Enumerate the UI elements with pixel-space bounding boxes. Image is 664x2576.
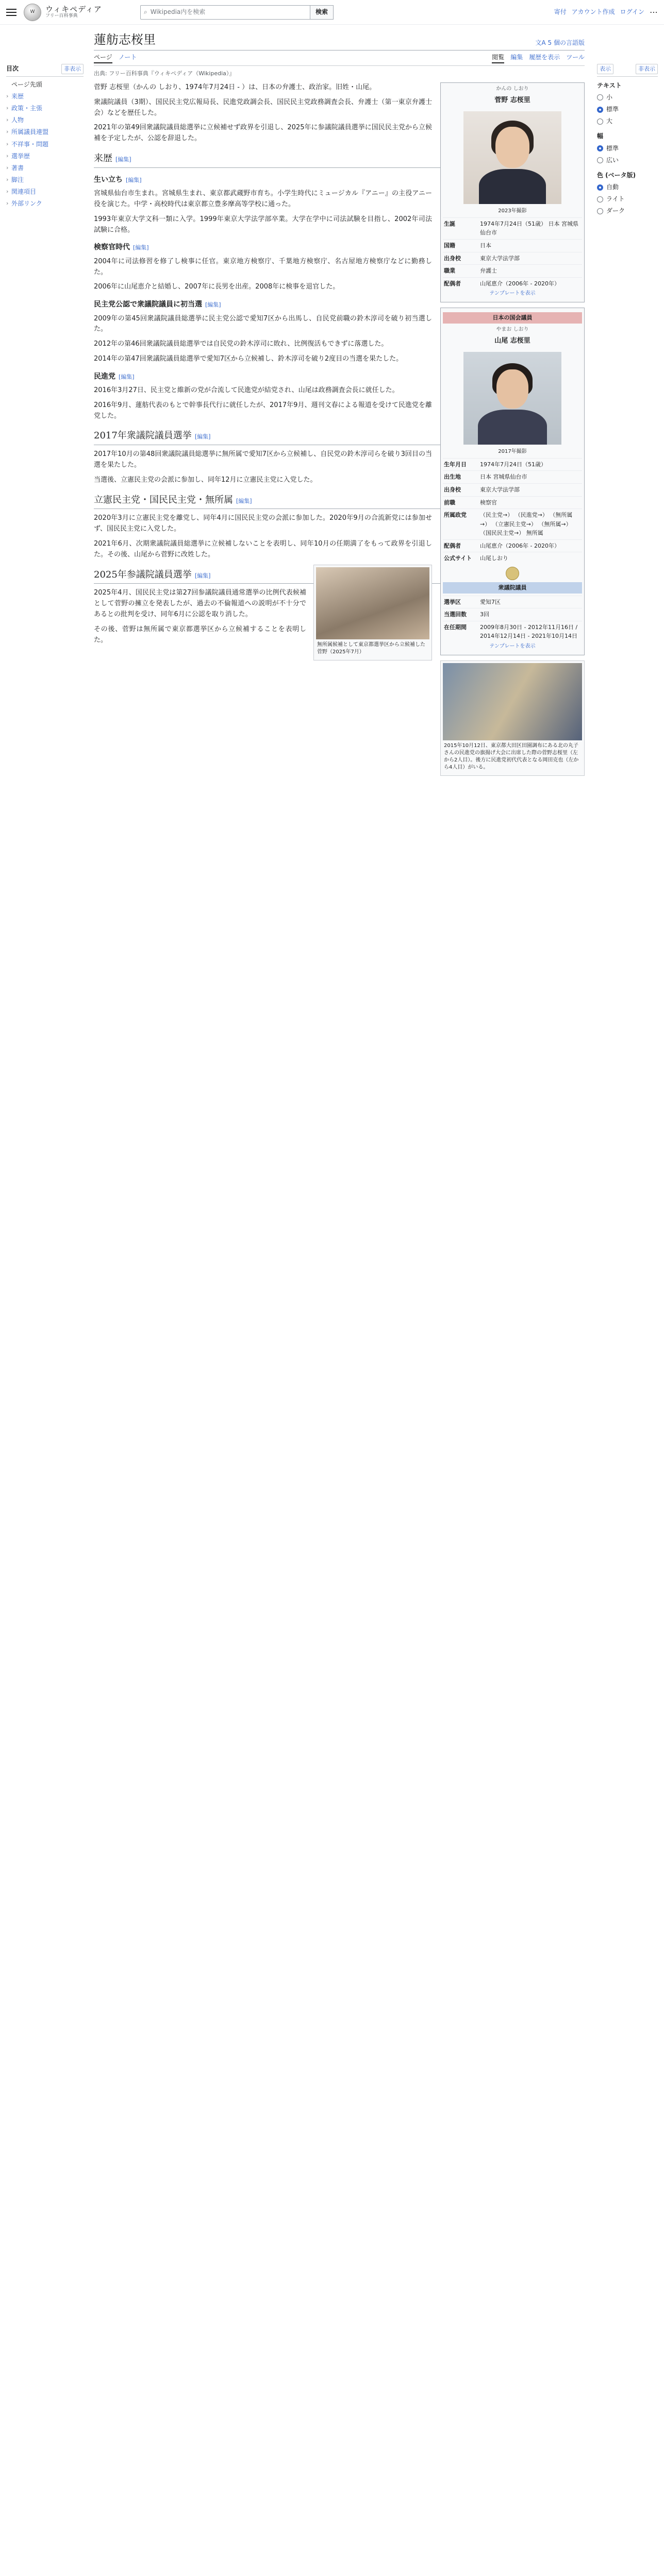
infobox-row <box>443 552 582 565</box>
portrait-photo[interactable] <box>463 352 561 445</box>
infobox-name: 山尾 志桜里 <box>494 336 530 345</box>
section-title: 立憲民主党・国民民主党・無所属 <box>94 494 233 505</box>
paragraph: 2017年10月の第48回衆議院議員総選挙に無所属で愛知7区から立候補し、自民党の鈴木淳司らを破り3回目の当選を果たした。 <box>94 450 432 469</box>
login-link[interactable]: ログイン <box>620 8 644 15</box>
tab-tools[interactable]: ツール <box>566 54 585 61</box>
infobox-label: 出身校 <box>444 255 461 262</box>
radio-icon <box>597 145 603 151</box>
infobox-row <box>443 596 582 608</box>
infobox-label: 生年月日 <box>444 461 467 468</box>
toc-item[interactable]: ページ先頭 <box>11 80 42 88</box>
toc-item[interactable]: › 選挙歴 <box>6 150 84 162</box>
tab-talk[interactable]: ノート <box>118 54 137 61</box>
infobox-row <box>443 608 582 621</box>
radio-label: 小 <box>606 93 613 101</box>
radio-label: 標準 <box>606 144 619 152</box>
main-content <box>84 25 597 787</box>
paragraph: 2009年の第45回衆議院議員総選挙に民主党公認で愛知7区から出馬し、自民党前職の鈴木淳司を破り初当選した。 <box>94 314 432 333</box>
tab-history[interactable]: 履歴を表示 <box>529 54 560 61</box>
create-account-link[interactable]: アカウント作成 <box>571 8 615 15</box>
logo-subtitle: フリー百科事典 <box>45 13 78 19</box>
search-form <box>140 5 334 20</box>
language-label: 5 個の言語版 <box>547 39 585 46</box>
infobox-value: 山尾しおり <box>480 555 508 562</box>
radio-option[interactable] <box>597 143 658 155</box>
radio-icon <box>597 184 603 191</box>
toc-item[interactable]: › 脚注 <box>6 174 84 186</box>
paragraph: 2021年の第49回衆議院議員総選挙に立候補せず政界を引退し、2025年に参議院議員選挙に国民民主党から立候補を予定したが、公認を辞退した。 <box>94 124 432 143</box>
text-size-heading: テキスト <box>597 81 622 89</box>
template-link[interactable]: テンプレートを表示 <box>489 643 536 650</box>
infobox-label: 職業 <box>444 267 455 275</box>
section-edit-link[interactable]: [編集] <box>194 433 211 440</box>
radio-label: 大 <box>606 117 613 125</box>
infobox-row <box>443 483 582 496</box>
width-heading: 幅 <box>597 132 604 140</box>
infobox-label: 出生地 <box>444 473 461 481</box>
infobox-person <box>440 82 585 302</box>
toc-item[interactable]: › 著書 <box>6 162 84 174</box>
main-menu-button[interactable] <box>6 9 16 16</box>
thumbnail-caption: 2015年10月12日、東京都大田区田園調布にある北の丸子さんの民進党の旗揚げ大会に出席した際の菅野志桜里（左から2人目）。後方に民進党初代代表となる岡田克也（左から4人目）がいる。 <box>444 743 579 771</box>
paragraph: 1993年東京大学文科一類に入学。1999年東京大学法学部卒業。大学在学中に司法試験を目指し、2002年司法試験に合格。 <box>94 215 432 234</box>
infobox-label: 所属政党 <box>444 512 467 519</box>
infobox-value: 山尾恵介（2006年 - 2020年） <box>480 542 560 549</box>
tab-page[interactable]: ページ <box>94 53 112 63</box>
infobox-party-band: 日本の国会議員 <box>443 312 582 324</box>
user-links <box>554 6 658 19</box>
infobox-label: 公式サイト <box>444 555 472 562</box>
paragraph: 宮城県仙台市生まれ。宮城県生まれ、東京都武蔵野市育ち。小学生時代にミュージカル『アニー』の主役アニー役を演じた。中学・高校時代は東京都立豊多摩高等学校に通った。 <box>94 190 432 208</box>
wikipedia-globe-icon: W <box>24 4 41 21</box>
infobox-value: 山尾恵介（2006年 - 2020年） <box>480 280 560 287</box>
radio-option[interactable] <box>597 181 658 193</box>
infobox-row <box>443 539 582 552</box>
infobox-value: 2009年8月30日 - 2012年11月16日 / 2014年12月14日 - 2021年10月14日 <box>480 623 578 640</box>
toc-item[interactable]: › 人物 <box>6 114 84 126</box>
infobox-row <box>443 264 582 277</box>
paragraph: 2016年3月27日、民主党と維新の党が合流して民進党が結党され、山尾は政務調査会長に就任した。 <box>94 386 399 395</box>
template-link[interactable]: テンプレートを表示 <box>489 291 536 297</box>
emblem-icon <box>506 567 519 580</box>
table-of-contents <box>6 25 84 787</box>
radio-icon <box>597 94 603 100</box>
radio-option[interactable] <box>597 193 658 205</box>
radio-label: ダーク <box>606 207 625 215</box>
toc-title: 目次 <box>6 65 19 72</box>
infobox-label: 選挙区 <box>444 598 461 605</box>
radio-option[interactable] <box>597 205 658 217</box>
infobox-label: 出身校 <box>444 486 461 493</box>
paragraph: 2006年に山尾恵介と結婚し、2007年に長男を出産。2008年に検事を退官した。 <box>94 283 340 291</box>
infobox-row <box>443 239 582 252</box>
radio-label: ライト <box>606 195 625 203</box>
radio-icon <box>597 196 603 202</box>
photo-caption: 2023年撮影 <box>498 208 527 214</box>
radio-label: 自動 <box>606 183 619 191</box>
subsection-title: 生い立ち <box>94 175 123 184</box>
infobox-label: 在任期間 <box>444 623 467 631</box>
infobox-label: 国籍 <box>444 242 455 249</box>
infobox-row <box>443 470 582 483</box>
infobox-value: 1974年7月24日（51歳） <box>480 461 546 468</box>
radio-option[interactable] <box>597 155 658 166</box>
paragraph: 2025年4月、国民民主党は第27回参議院議員通常選挙の比例代表候補として菅野の擁立を発表したが、過去の不倫報道への説明が不十分であるとの批判を受け、同年6月に公認を取り消した。 <box>94 589 306 619</box>
article-body <box>94 82 585 771</box>
toc-item[interactable]: › 来歴 <box>6 91 84 103</box>
infobox-column <box>440 82 585 781</box>
toc-item[interactable]: › 不祥事・問題 <box>6 139 84 150</box>
section-edit-link[interactable]: [編集] <box>236 497 252 504</box>
more-icon[interactable]: ⋯ <box>650 7 658 17</box>
infobox-value: 弁護士 <box>480 267 497 275</box>
paragraph: 2021年6月、次期衆議院議員総選挙に立候補しないことを表明し、同年10月の任期満了をもって政界を引退した。その後、山尾から菅野に改姓した。 <box>94 540 432 558</box>
toc-item[interactable]: › 外部リンク <box>6 198 84 210</box>
radio-option[interactable] <box>597 115 658 127</box>
radio-label: 標準 <box>606 105 619 113</box>
section-edit-link[interactable]: [編集] <box>115 156 131 163</box>
infobox-value: 検察官 <box>480 499 497 506</box>
campaign-photo[interactable] <box>316 567 429 639</box>
search-input[interactable] <box>140 5 310 20</box>
radio-label: 広い <box>606 156 619 164</box>
search-placeholder: Wikipedia内を検索 <box>150 8 206 15</box>
thumbnail-figure <box>440 660 585 776</box>
toc-item[interactable]: › 関連項目 <box>6 186 84 198</box>
photo-caption: 2017年撮影 <box>498 448 527 454</box>
site-logo[interactable] <box>24 4 122 21</box>
section-title: 来歴 <box>94 152 112 164</box>
translate-icon: 文A <box>535 39 546 46</box>
section-edit-link[interactable]: [編集] <box>126 176 142 183</box>
section-title: 2017年衆議院議員選挙 <box>94 430 192 442</box>
infobox-value: 東京大学法学部 <box>480 255 520 262</box>
thumbnail-caption: 無所属候補として東京都選挙区から立候補した菅野（2025年7月） <box>317 641 425 655</box>
infobox-label: 配偶者 <box>444 542 461 549</box>
infobox-row <box>443 277 582 290</box>
language-button[interactable] <box>535 38 585 48</box>
radio-icon <box>597 107 603 113</box>
infobox-name-kana: かんの しおり <box>496 86 529 92</box>
infobox-office-band: 衆議院議員 <box>443 582 582 594</box>
paragraph: 2004年に司法修習を修了し検事に任官。東京地方検察庁、千葉地方検察庁、名古屋地方検察庁などに勤務した。 <box>94 257 432 276</box>
infobox-value: 日本 <box>480 242 491 249</box>
color-heading: 色 (ベータ版) <box>597 171 636 179</box>
radio-icon <box>597 157 603 163</box>
infobox-value: 1974年7月24日（51歳） 日本 宮城県仙台市 <box>480 220 578 236</box>
subsection-title: 民進党 <box>94 372 115 381</box>
radio-option[interactable] <box>597 92 658 104</box>
section-edit-link[interactable]: [編集] <box>119 373 135 380</box>
paragraph: 2014年の第47回衆議院議員総選挙で愛知7区から立候補し、鈴木淳司を破り2度目の当選を果たした。 <box>94 354 403 363</box>
site-header <box>0 0 664 25</box>
paragraph: その後、菅野は無所属で東京都選挙区から立候補することを表明した。 <box>94 625 306 644</box>
radio-option[interactable] <box>597 104 658 115</box>
paragraph: 当選後、立憲民主党の会派に参加し、同年12月に立憲民主党に入党した。 <box>94 476 317 484</box>
section-edit-link[interactable]: [編集] <box>133 244 149 251</box>
toc-item[interactable]: › 所属議員連盟 <box>6 126 84 138</box>
portrait-photo[interactable] <box>463 111 561 204</box>
thumbnail-figure <box>313 565 432 660</box>
infobox-label: 生誕 <box>444 220 455 227</box>
radio-icon <box>597 208 603 214</box>
donate-link[interactable]: 寄付 <box>554 8 567 15</box>
infobox-name: 菅野 志桜里 <box>494 96 530 104</box>
infobox-row <box>443 621 582 642</box>
event-photo[interactable] <box>443 663 582 740</box>
paragraph: 菅野 志桜里（かんの しおり、1974年7月24日 - ）は、日本の弁護士、政治家。旧姓・山尾。 <box>94 83 376 91</box>
tab-edit[interactable]: 編集 <box>510 54 523 61</box>
infobox-politician <box>440 308 585 655</box>
infobox-row <box>443 509 582 539</box>
page-title: 蓮舫志桜里 <box>94 32 156 47</box>
subsection-title: 検察官時代 <box>94 243 130 252</box>
section-edit-link[interactable]: [編集] <box>205 301 221 309</box>
subsection-title: 民主党公認で衆議院議員に初当選 <box>94 300 202 309</box>
appearance-panel <box>597 25 658 787</box>
infobox-value: 3回 <box>480 611 489 618</box>
paragraph: 2020年3月に立憲民主党を離党し、同年4月に国民民主党の会派に参加した。2020年9月の合流新党には参加せず、国民民主党に入党した。 <box>94 514 432 533</box>
appearance-hide-button[interactable]: 非表示 <box>636 64 658 74</box>
toc-hide-button[interactable]: 非表示 <box>61 64 84 74</box>
paragraph: 衆議院議員（3期）、国民民主党広報局長、民進党政調会長、国民民主党政務調査会長、弁護士（第一東京弁護士会）などを歴任した。 <box>94 98 432 117</box>
infobox-value: 愛知7区 <box>480 598 501 605</box>
section-edit-link[interactable]: [編集] <box>194 572 211 579</box>
infobox-label: 前職 <box>444 499 455 506</box>
tab-read[interactable]: 閲覧 <box>492 53 504 63</box>
page-subtitle: 出典: フリー百科事典『ウィキペディア（Wikipedia）』 <box>94 70 235 77</box>
infobox-name-kana: やまお しおり <box>496 326 529 332</box>
infobox-label: 当選回数 <box>444 611 467 618</box>
search-icon: ⌕ <box>144 8 147 15</box>
infobox-value: 東京大学法学部 <box>480 486 520 493</box>
appearance-title: 表示 <box>597 64 613 74</box>
section-title: 2025年参議院議員選挙 <box>94 569 192 580</box>
infobox-label: 配偶者 <box>444 280 461 287</box>
search-button[interactable]: 検索 <box>310 5 334 20</box>
paragraph: 2016年9月、蓮舫代表のもとで幹事長代行に就任したが、2017年9月、週刊文春による報道を受けて民進党を離党した。 <box>94 401 432 420</box>
infobox-value: 日本 宮城県仙台市 <box>480 473 527 481</box>
infobox-row <box>443 217 582 239</box>
radio-icon <box>597 118 603 125</box>
paragraph: 2012年の第46回衆議院議員総選挙では自民党の鈴木淳司に敗れ、比例復活もできずに落選した。 <box>94 340 388 348</box>
logo-title: ウィキペディア <box>45 5 102 14</box>
infobox-row <box>443 252 582 265</box>
infobox-value: （民主党→） （民進党→） （無所属→） （立憲民主党→） （無所属→） （国民民主党→） 無所属 <box>480 512 573 537</box>
infobox-row <box>443 458 582 471</box>
toc-item[interactable]: › 政策・主張 <box>6 103 84 114</box>
infobox-row <box>443 496 582 509</box>
